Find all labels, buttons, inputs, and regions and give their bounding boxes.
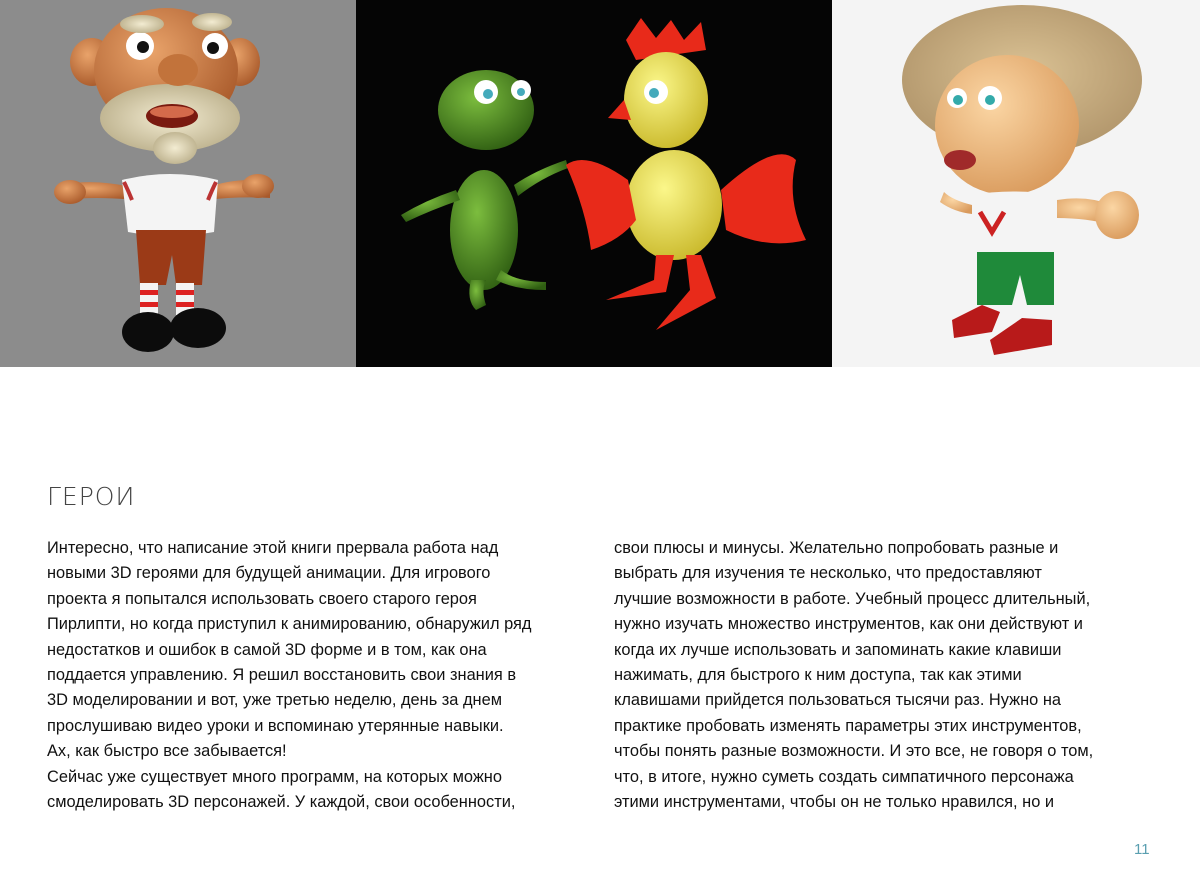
text-line: поддается управлению. Я решил восстановить свои знания в bbox=[47, 666, 517, 685]
text-line: Пирлипти, но когда приступил к анимированию, обнаружил ряд bbox=[47, 615, 532, 634]
text-line: недостатков и ошибок в самой 3D форме и в том, как она bbox=[47, 640, 487, 659]
cartoon-spiky-hair-character-icon bbox=[832, 0, 1200, 367]
text-line: этими инструментами, чтобы он не только нравился, но и bbox=[614, 793, 1055, 812]
text-line: выбрать для изучения те несколько, что предоставляют bbox=[614, 564, 1042, 583]
text-line: проекта я попытался использовать своего старого героя bbox=[47, 589, 477, 608]
cartoon-frog-and-rooster-icon bbox=[356, 0, 832, 367]
text-line: чтобы понять разные возможности. И это все, не говоря о том, bbox=[614, 742, 1094, 761]
page-number: 11 bbox=[1134, 841, 1150, 858]
text-line: Интересно, что написание этой книги прервала работа над bbox=[47, 539, 499, 557]
text-line: Сейчас уже существует много программ, на которых можно bbox=[47, 767, 502, 786]
text-line: свои плюсы и минусы. Желательно попробовать разные и bbox=[614, 539, 1059, 557]
text-line: что, в итоге, нужно суметь создать симпатичного персонажа bbox=[614, 767, 1074, 786]
text-line: смоделировать 3D персонажей. У каждой, свои особенности, bbox=[47, 793, 516, 812]
text-line: практике пробовать изменять параметры этих инструментов, bbox=[614, 716, 1082, 735]
text-line: лучшие возможности в работе. Учебный процесс длительный, bbox=[614, 589, 1091, 608]
text-line: новыми 3D героями для будущей анимации. Для игрового bbox=[47, 564, 491, 583]
text-line: когда их лучше использовать и запоминать какие клавиши bbox=[614, 640, 1062, 659]
left-text-column bbox=[47, 536, 592, 815]
cartoon-frog-and-rooster-image bbox=[356, 0, 832, 367]
character-images-strip bbox=[0, 0, 1200, 367]
text-line: нужно изучать множество инструментов, как они действуют и bbox=[614, 615, 1083, 634]
text-line: прослушиваю видео уроки и вспоминаю утерянные навыки. bbox=[47, 716, 504, 735]
text-line: нажимать, для быстрого к ним доступа, так как этими bbox=[614, 666, 1022, 685]
section-heading: ГЕРОИ bbox=[47, 482, 136, 511]
text-line: Ах, как быстро все забывается! bbox=[47, 742, 287, 761]
right-text-column bbox=[614, 536, 1159, 815]
text-line: 3D моделировании и вот, уже третью неделю, день за днем bbox=[47, 691, 502, 710]
cartoon-spiky-hair-character-image bbox=[832, 0, 1200, 367]
cartoon-old-man-character-image bbox=[0, 0, 356, 367]
cartoon-old-man-character-icon bbox=[0, 0, 356, 367]
text-line: клавишами прийдется пользоваться тысячи раз. Нужно на bbox=[614, 691, 1062, 710]
